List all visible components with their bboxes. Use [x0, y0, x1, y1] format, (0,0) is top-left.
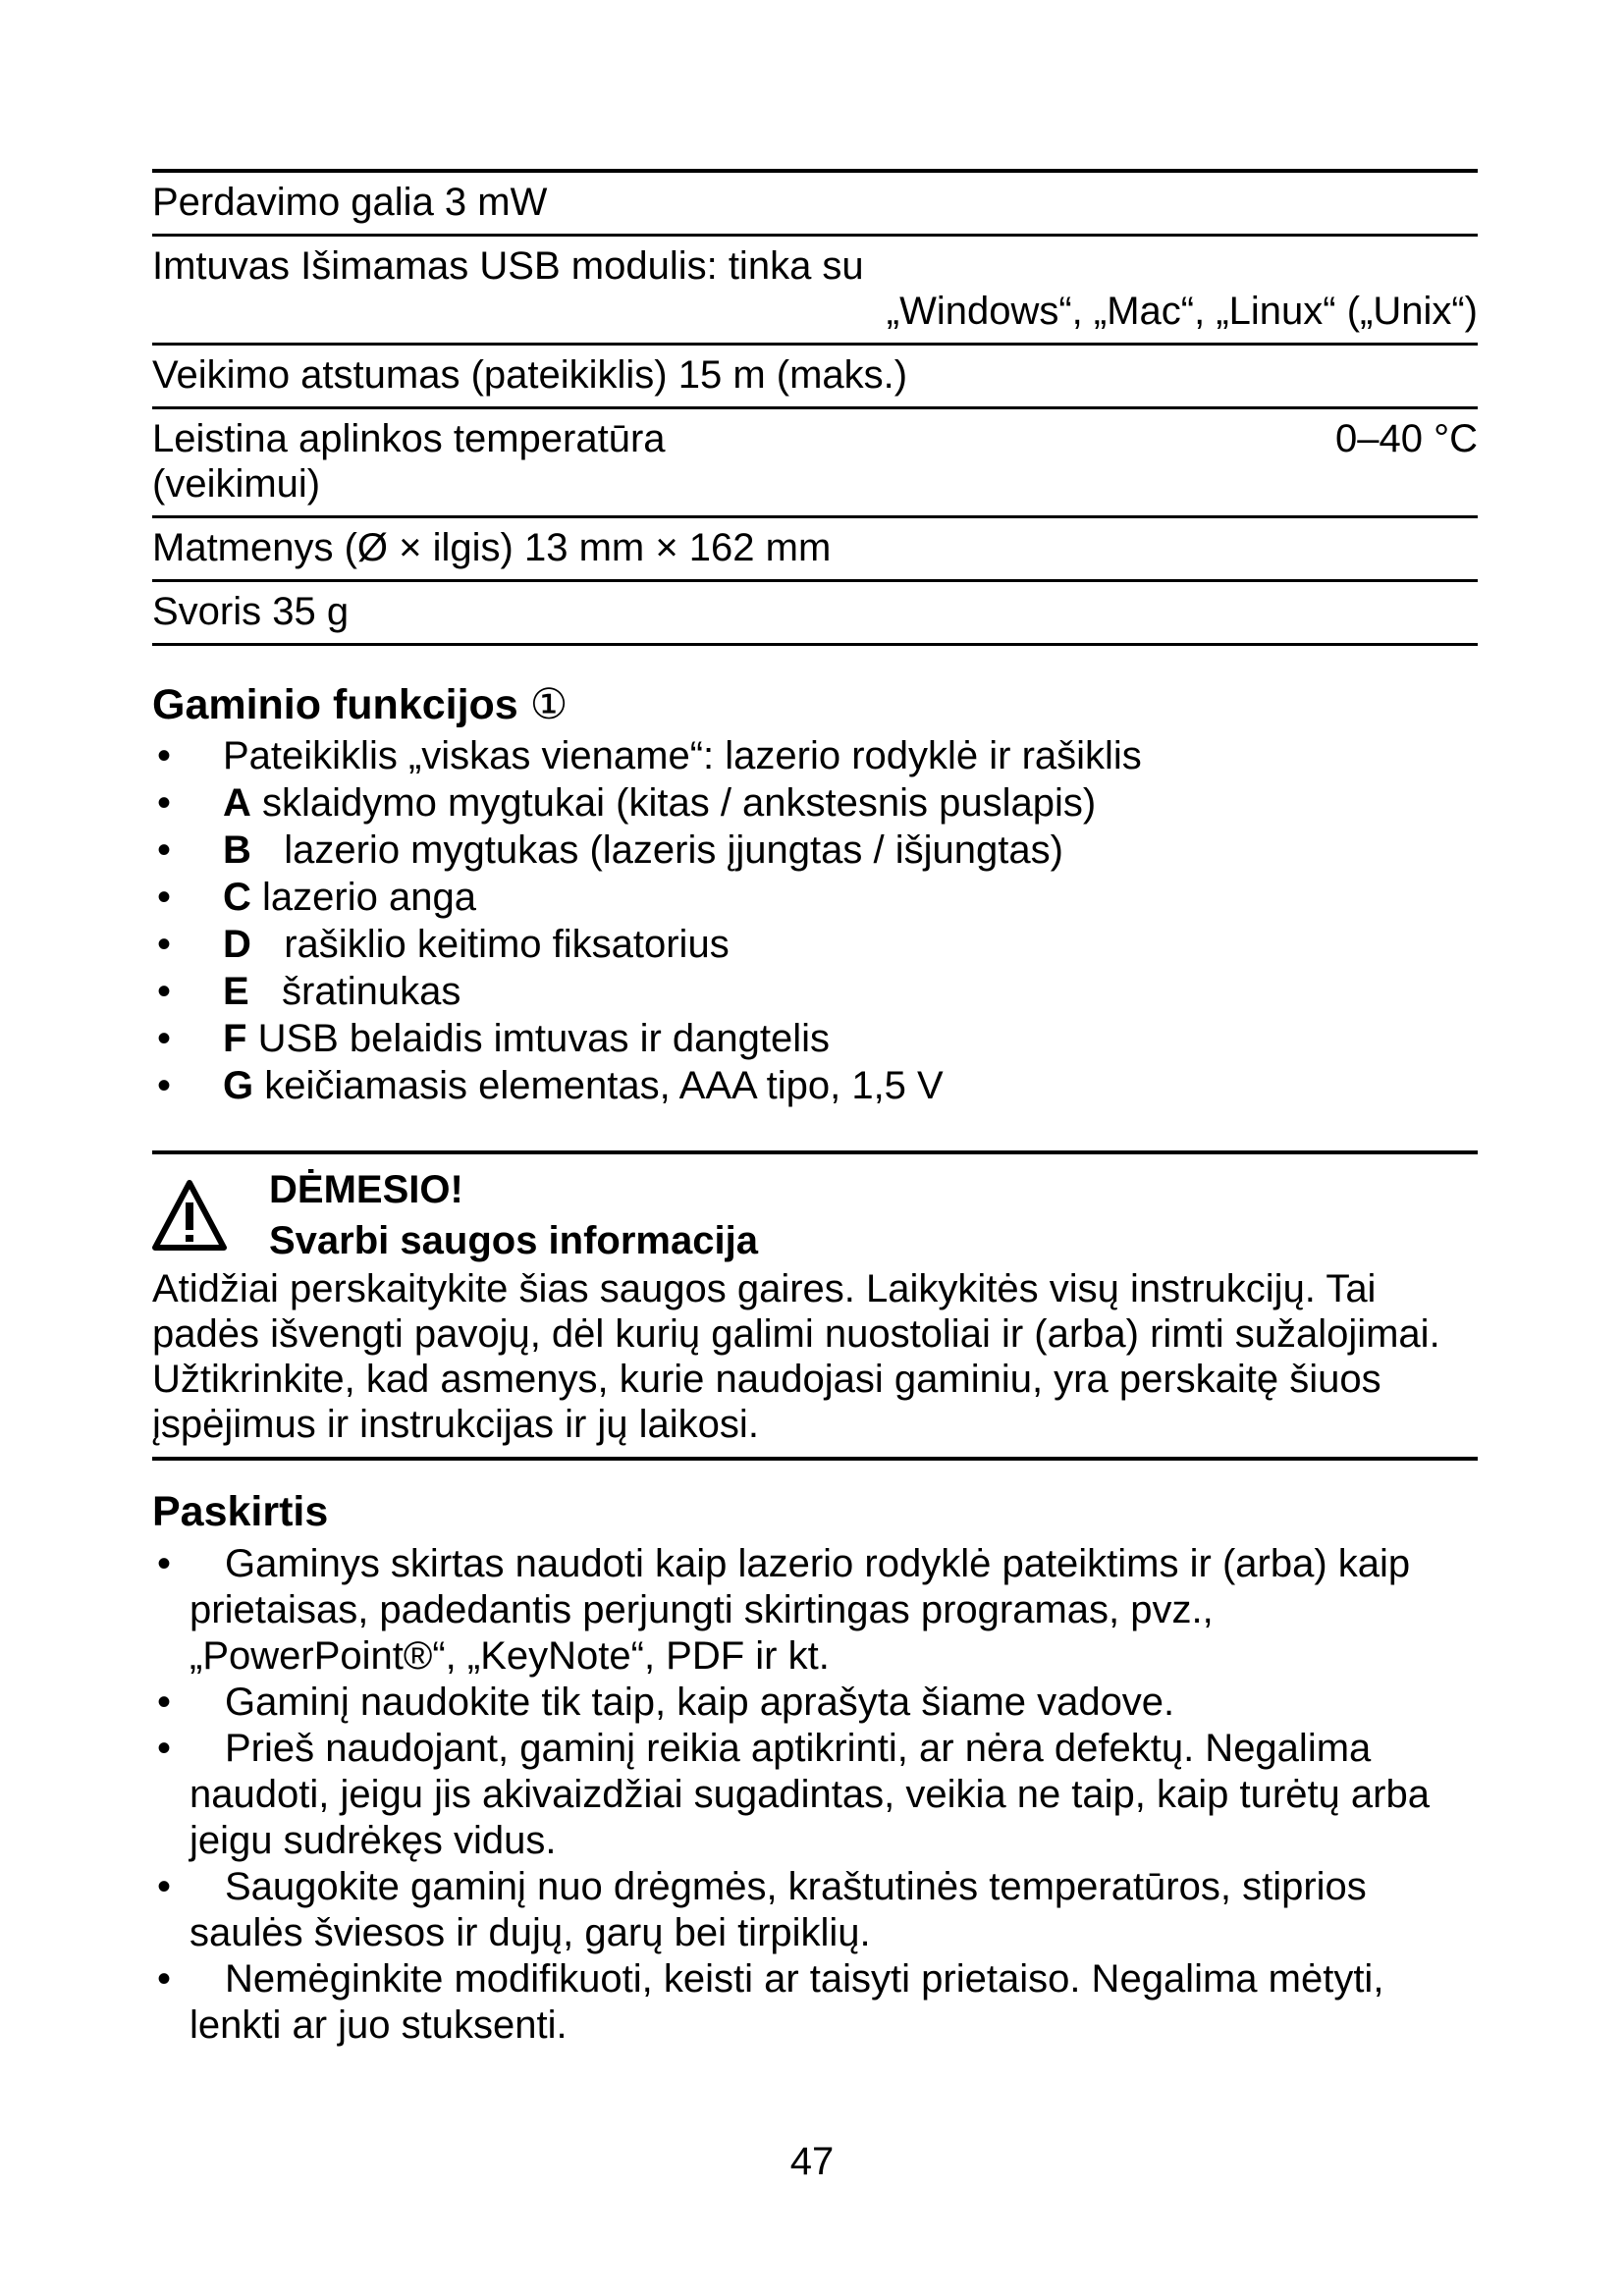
spec-dimensions: Matmenys (Ø × ilgis) 13 mm × 162 mm [152, 526, 832, 569]
spec-row-range [152, 346, 1478, 409]
spec-temperature-value: 0–40 °C [1335, 417, 1478, 460]
list-item: • Gaminys skirtas naudoti kaip lazerio rodyklė pateiktims ir (arba) kaip prietaisas, padedantis perjungti skirtingas programas, pvz., „PowerPoint®“, „KeyNote“, PDF ir kt. [157, 1542, 1411, 1678]
list-item: • Saugokite gaminį nuo drėgmės, kraštutinės temperatūros, stiprios saulės šviesos ir dujų, garų bei tirpiklių. [157, 1865, 1367, 1954]
features-heading [152, 679, 1478, 730]
list-item: • E šratinukas [157, 970, 461, 1013]
spec-row-receiver [152, 237, 1478, 346]
warning-titles [269, 1164, 758, 1266]
warning-text: Atidžiai perskaitykite šias saugos gaires. Laikykitės visų instrukcijų. Tai padės išvengti pavojų, dėl kurių galimi nuostoliai ir (arba) rimti sužalojimai. Užtikrinkite, kad asmenys, kurie naudojasi gaminiu, yra perskaitę šiuos įspėjimus ir instrukcijas ir jų laikosi. [152, 1267, 1440, 1446]
figure-marker: ① [529, 681, 568, 728]
list-item: • G keičiamasis elementas, AAA tipo, 1,5 V [157, 1064, 944, 1107]
spec-row-temperature [152, 409, 1478, 518]
spec-row-dimensions [152, 518, 1478, 582]
purpose-list [152, 1541, 1478, 2049]
spec-weight: Svoris 35 g [152, 590, 350, 633]
safety-warning-box [152, 1150, 1478, 1461]
spec-row-transmit-power [152, 173, 1478, 237]
spec-receiver-line2: „Windows“, „Mac“, „Linux“ („Unix“) [886, 290, 1478, 333]
list-item: • Nemėginkite modifikuoti, keisti ar taisyti prietaiso. Negalima mėtyti, lenkti ar juo stuksenti. [157, 1957, 1384, 2047]
list-item: • Prieš naudojant, gaminį reikia aptikrinti, ar nėra defektų. Negalima naudoti, jeigu jis akivaizdžiai sugadintas, veikia ne taip, kaip turėtų arba jeigu sudrėkęs vidus. [157, 1727, 1430, 1862]
purpose-heading: Paskirtis [152, 1488, 329, 1535]
list-item: • A sklaidymo mygtukai (kitas / ankstesnis puslapis) [157, 781, 1097, 825]
list-item: • Pateikiklis „viskas viename“: lazerio rodyklė ir rašiklis [157, 734, 1142, 777]
spec-transmit-power: Perdavimo galia 3 mW [152, 181, 548, 224]
warning-triangle-icon [152, 1179, 227, 1252]
list-item: • Gaminį naudokite tik taip, kaip aprašyta šiame vadove. [157, 1681, 1175, 1724]
features-list [152, 732, 1478, 1109]
warning-subtitle: Svarbi saugos informacija [269, 1219, 758, 1262]
spec-temperature-label: Leistina aplinkos temperatūra (veikimui) [152, 417, 666, 506]
document-page [152, 169, 1478, 2049]
spec-range: Veikimo atstumas (pateikiklis) 15 m (maks.) [152, 353, 908, 397]
list-item: • D rašiklio keitimo fiksatorius [157, 923, 730, 966]
spec-row-weight [152, 582, 1478, 646]
warning-title: DĖMESIO! [269, 1168, 463, 1211]
specifications-table [152, 169, 1478, 646]
warning-header [152, 1164, 1478, 1266]
list-item: • C lazerio anga [157, 876, 476, 919]
features-title: Gaminio funkcijos [152, 681, 518, 728]
list-item: • F USB belaidis imtuvas ir dangtelis [157, 1017, 831, 1060]
list-item: • B lazerio mygtukas (lazeris įjungtas / išjungtas) [157, 828, 1063, 872]
page-number: 47 [789, 2140, 835, 2183]
spec-receiver-line1: Imtuvas Išimamas USB modulis: tinka su [152, 244, 864, 288]
